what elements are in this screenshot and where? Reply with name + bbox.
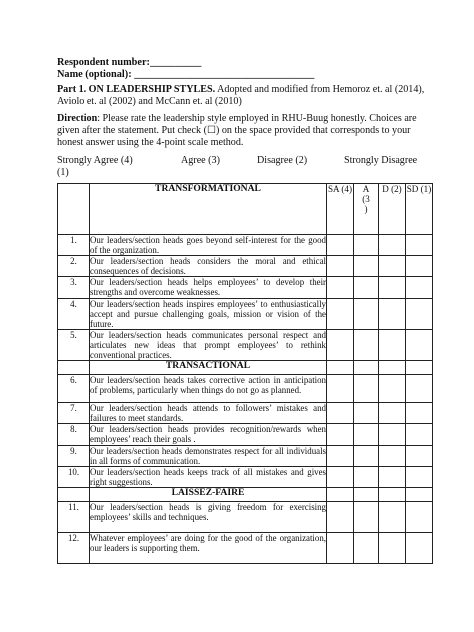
rating-cell-sd[interactable] [406,532,433,563]
rating-cell-d[interactable] [379,403,406,424]
rating-cell-sd[interactable] [406,424,433,445]
column-sa: SA (4) [327,184,354,235]
rating-cell-sa[interactable] [327,501,354,532]
rating-cell-sa[interactable] [327,329,354,360]
rating-cell-d[interactable] [379,375,406,403]
rating-cell-d[interactable] [379,532,406,563]
rating-cell-sa[interactable] [327,445,354,466]
row-statement: Our leaders/section heads is giving freedom for exercising employees’ skills and techniques. [90,501,327,532]
table-row [58,466,433,487]
rating-cell-a[interactable] [354,501,379,532]
row-number: 9. [58,445,90,466]
table-row [58,256,433,277]
rating-cell-sd[interactable] [406,235,433,256]
direction-text: : Please rate the leadership style employed in RHU-Buug honestly. Choices are given after the statement. Put check (☐) on the space provided that corresponds to your honest answer using the 4-point scale method. [57,113,417,149]
column-sd: SD (1) [406,184,433,235]
row-statement: Our leaders/section heads considers the moral and ethical consequences of decisions. [90,256,326,277]
row-statement: Our leaders/section heads helps employees’ to develop their strengths and overcome weaknesses. [90,277,326,298]
section-transformational: TRANSFORMATIONAL [90,184,327,235]
rating-cell-sa[interactable] [327,298,354,329]
row-statement: Our leaders/section heads demonstrates respect for all individuals in all forms of communication. [90,445,326,466]
scale-strongly-disagree-value: (1) [57,167,69,178]
rating-cell-d[interactable] [379,501,406,532]
table-row [58,235,433,256]
row-number: 4. [58,298,90,329]
part1-heading: Part 1. ON LEADERSHIP STYLES. [57,84,216,95]
rating-cell-a[interactable] [354,424,379,445]
rating-cell-a[interactable] [354,403,379,424]
row-number: 5. [58,329,90,360]
table-row [58,277,433,298]
row-number: 12. [58,532,90,563]
respondent-name-label: Name (optional): ___________________________________ [57,69,315,80]
column-d: D (2) [379,184,406,235]
row-statement: Our leaders/section heads attends to followers’ mistakes and failures to meet standards. [90,403,326,424]
row-number: 11. [58,501,90,532]
direction-label: Direction [57,113,98,124]
row-number: 10. [58,466,90,487]
rating-cell-sa[interactable] [327,375,354,403]
rating-cell-a[interactable] [354,329,379,360]
row-statement: Our leaders/section heads communicates personal respect and articulates new ideas that prompt employees’ to rethink conventional practices. [90,329,326,361]
rating-cell-sa[interactable] [327,466,354,487]
rating-cell-sd[interactable] [406,256,433,277]
section-row-transactional [58,361,433,375]
table-row [58,501,433,532]
section-transactional: TRANSACTIONAL [90,361,327,375]
rating-cell-d[interactable] [379,329,406,360]
rating-cell-sa[interactable] [327,235,354,256]
table-row [58,375,433,403]
rating-cell-d[interactable] [379,466,406,487]
row-statement: Our leaders/section heads provides recognition/rewards when employees’ reach their goals . [90,424,326,445]
rating-cell-a[interactable] [354,466,379,487]
row-statement: Our leaders/section heads inspires employees’ to enthusiastically accept and pursue challenging goals, mission or vision of the future. [90,298,326,329]
rating-cell-sd[interactable] [406,445,433,466]
rating-cell-d[interactable] [379,424,406,445]
rating-cell-sd[interactable] [406,298,433,329]
rating-cell-d[interactable] [379,235,406,256]
rating-cell-sd[interactable] [406,466,433,487]
row-number: 6. [58,375,90,403]
table-row [58,532,433,563]
rating-cell-sd[interactable] [406,375,433,403]
row-number: 7. [58,403,90,424]
rating-cell-a[interactable] [354,277,379,298]
section-number-cell [58,487,90,501]
rating-cell-sa[interactable] [327,256,354,277]
row-statement: Whatever employees’ are doing for the good of the organization, our leaders is supporting them. [90,532,327,563]
rating-cell-a[interactable] [354,256,379,277]
table-header-row [58,184,433,235]
row-number: 1. [58,235,90,256]
scale-strongly-disagree: Strongly Disagree [344,155,418,166]
table-row [58,329,433,360]
rating-cell-a[interactable] [354,532,379,563]
table-row [58,445,433,466]
respondent-number-label: Respondent number:__________ [57,57,202,68]
rating-cell-d[interactable] [379,298,406,329]
row-statement: Our leaders/section heads keeps track of all mistakes and gives right suggestions. [90,466,326,487]
scale-disagree: Disagree (2) [257,155,308,166]
table-row [58,298,433,329]
scale-strongly-agree: Strongly Agree (4) [57,155,133,166]
direction-paragraph [57,113,429,150]
row-number: 3. [58,277,90,298]
section-row-laissez-faire [58,487,433,501]
rating-cell-a[interactable] [354,375,379,403]
rating-cell-a[interactable] [354,298,379,329]
row-statement: Our leaders/section heads goes beyond self-interest for the good of the organization. [90,235,326,256]
table-row [58,424,433,445]
rating-cell-d[interactable] [379,445,406,466]
part1-paragraph [57,84,429,108]
rating-cell-sd[interactable] [406,501,433,532]
rating-cell-sa[interactable] [327,532,354,563]
scale-agree: Agree (3) [181,155,220,166]
column-a: A (3 ) [354,184,379,235]
row-number: 2. [58,256,90,277]
leadership-rating-table [57,183,433,564]
number-header-cell [58,184,90,235]
table-row [58,403,433,424]
section-laissez-faire: LAISSEZ-FAIRE [90,487,327,501]
rating-cell-d[interactable] [379,256,406,277]
rating-cell-sa[interactable] [327,403,354,424]
rating-cell-sd[interactable] [406,329,433,360]
rating-cell-sd[interactable] [406,403,433,424]
row-number: 8. [58,424,90,445]
rating-cell-a[interactable] [354,235,379,256]
rating-cell-d[interactable] [379,277,406,298]
section-number-cell [58,361,90,375]
rating-cell-sa[interactable] [327,424,354,445]
part1-source: Adopted and modified from Hemoroz et. al (2014), Aviolo et. al (2002) and McCann et. al (2010) [57,84,425,108]
rating-cell-sa[interactable] [327,277,354,298]
rating-cell-a[interactable] [354,445,379,466]
rating-cell-sd[interactable] [406,277,433,298]
row-statement: Our leaders/section heads takes corrective action in anticipation of problems, particularly when things do not go as planned. [90,375,327,403]
